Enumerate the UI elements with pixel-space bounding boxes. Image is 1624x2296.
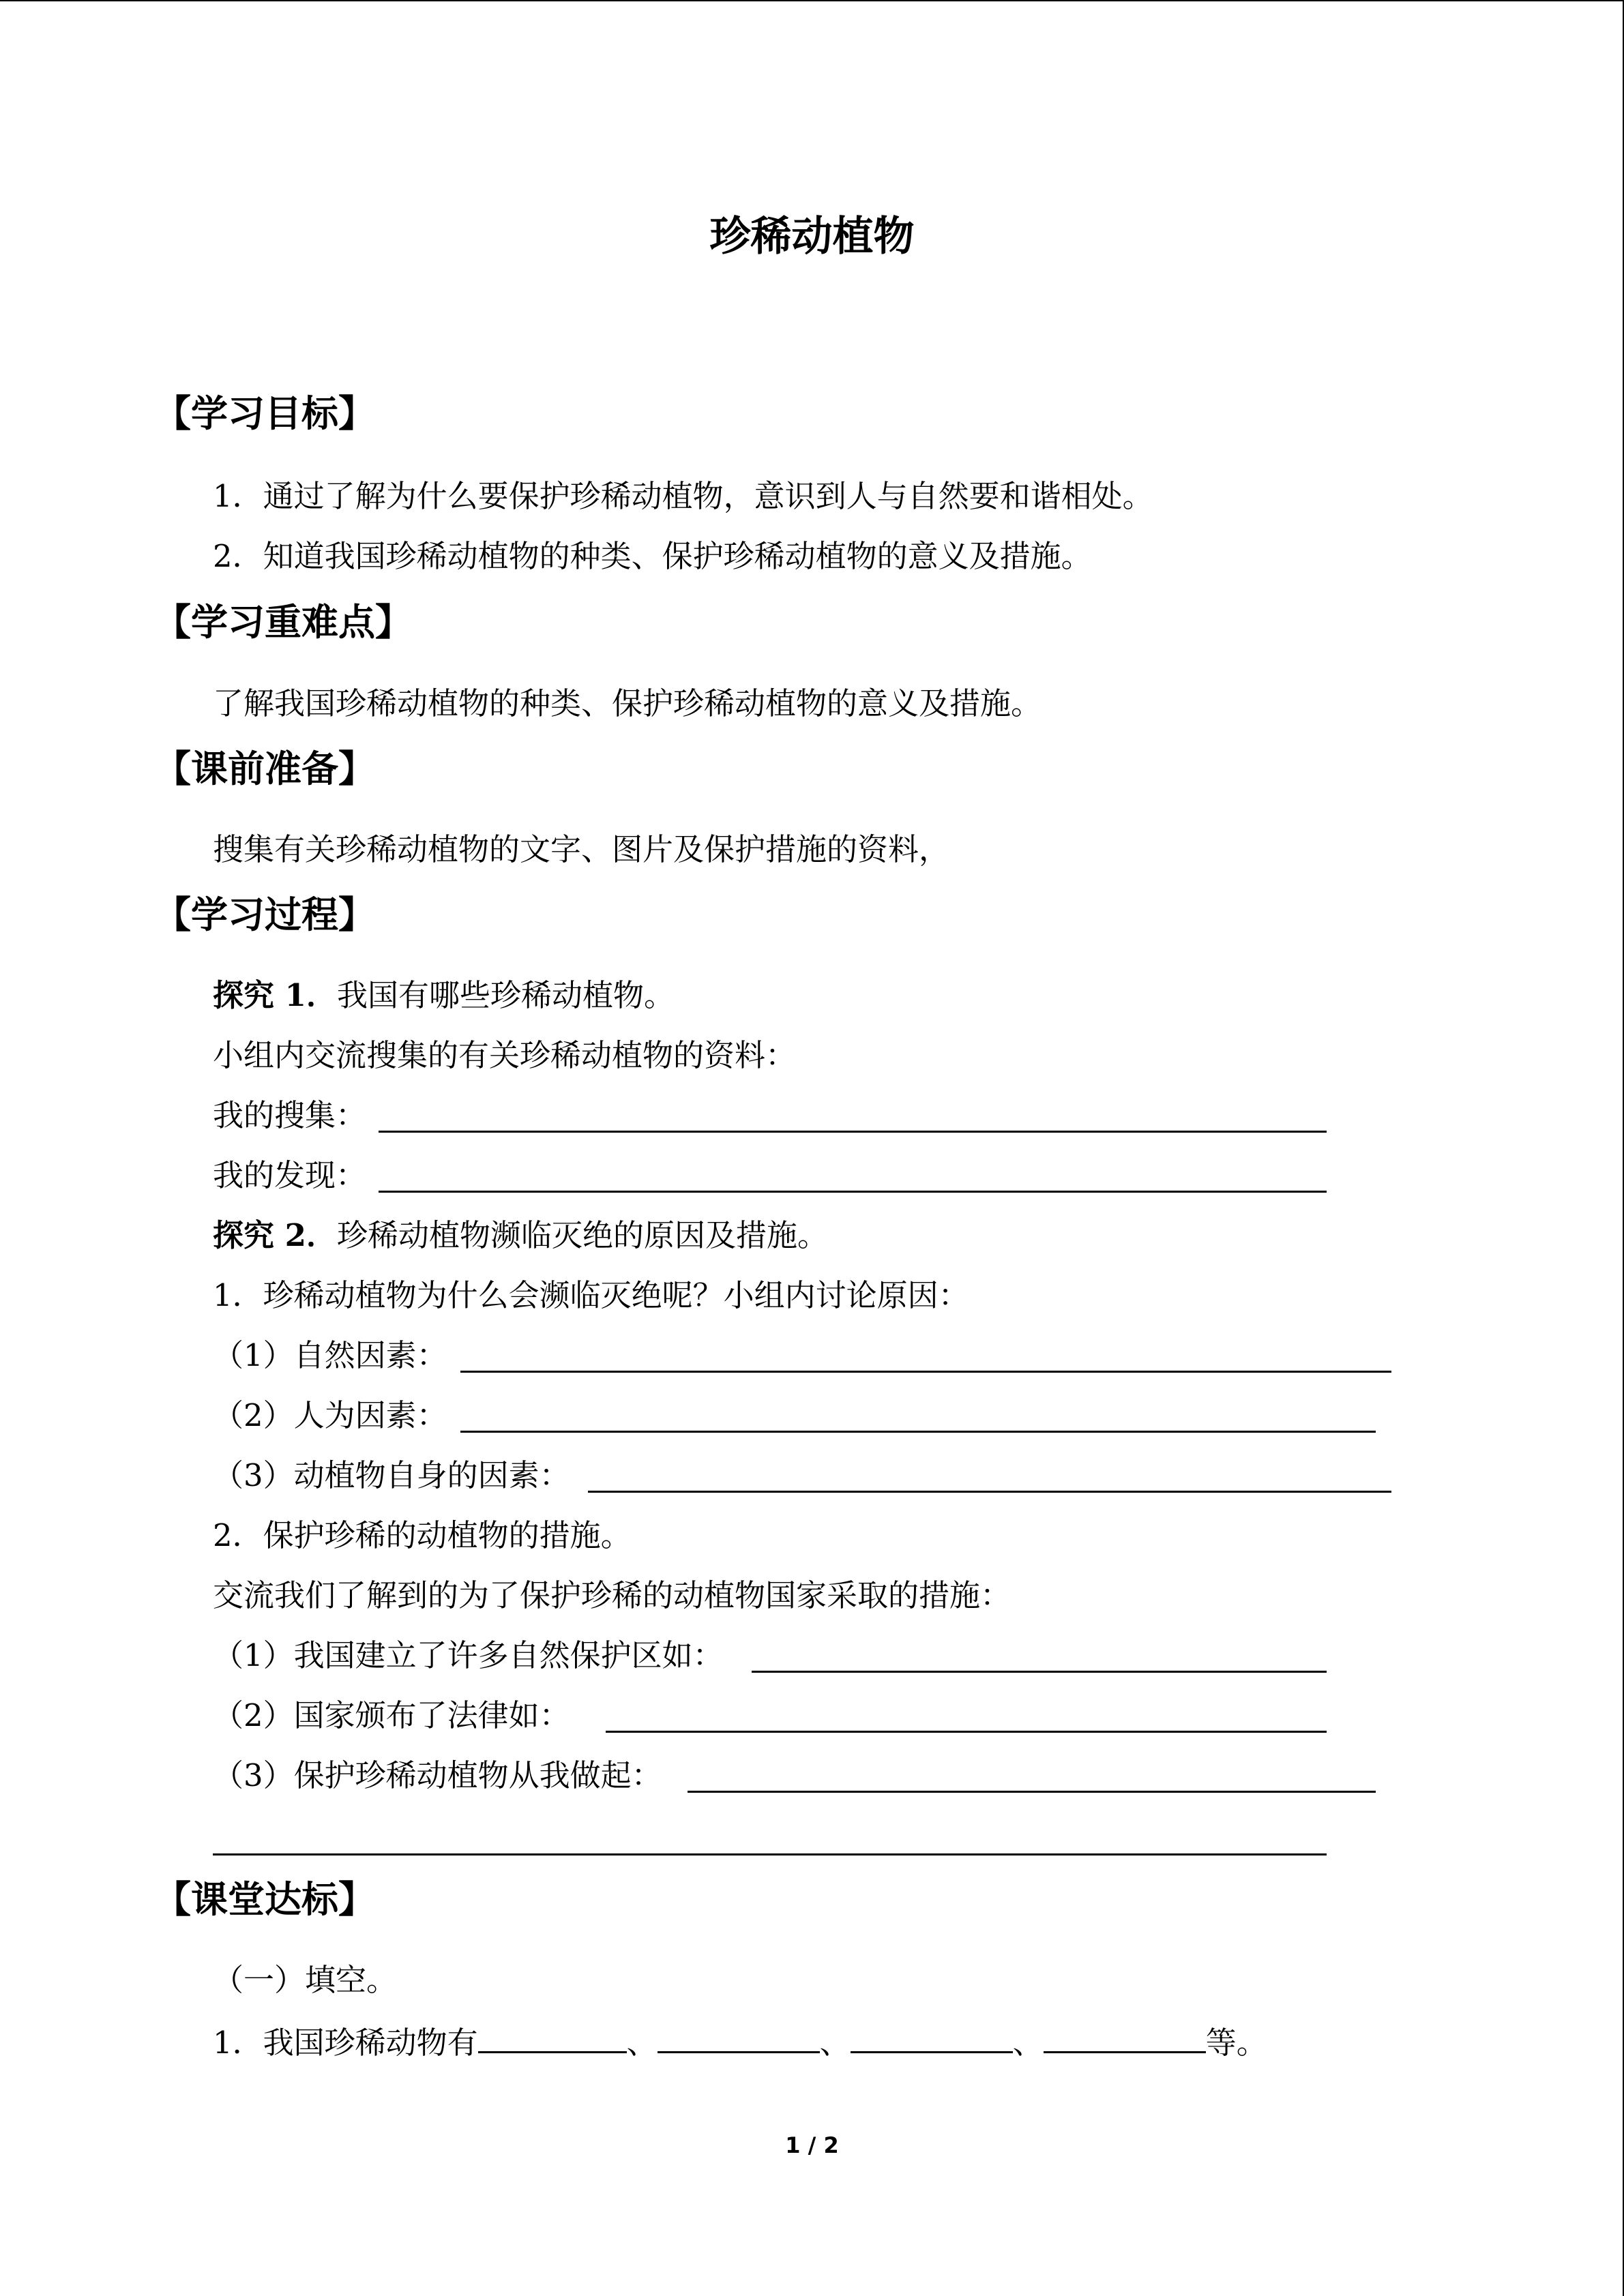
fill-blank-3[interactable] [851, 2020, 1013, 2053]
natural-factor-label: （1）自然因素： [213, 1337, 447, 1373]
page-number: 1 / 2 [785, 2132, 839, 2158]
fill-blank-4[interactable] [1044, 2020, 1206, 2053]
human-factor-blank[interactable] [460, 1431, 1376, 1433]
group-exchange-text: 小组内交流搜集的有关珍稀动植物的资料： [213, 1037, 797, 1073]
page-title: 珍稀动植物 [709, 213, 915, 260]
explore-2-label: 探究 2． [213, 1217, 337, 1253]
start-with-me-blank-2[interactable] [213, 1853, 1327, 1855]
preparation-text: 搜集有关珍稀动植物的文字、图片及保护措施的资料， [213, 831, 950, 867]
measures-intro: 交流我们了解到的为了保护珍稀的动植物国家采取的措施： [213, 1577, 1012, 1613]
reserves-label: （1）我国建立了许多自然保护区如： [213, 1637, 724, 1673]
self-factor-label: （3）动植物自身的因素： [213, 1457, 570, 1493]
question-1: 1．珍稀动植物为什么会濒临灭绝呢？小组内讨论原因： [213, 1277, 969, 1313]
fill-blank-1[interactable] [478, 2020, 627, 2053]
heading-key-points: 【学习重难点】 [154, 601, 412, 644]
heading-process: 【学习过程】 [154, 893, 375, 936]
human-factor-label: （2）人为因素： [213, 1397, 447, 1433]
my-collection-blank[interactable] [379, 1131, 1327, 1133]
explore-2 [213, 1215, 828, 1256]
laws-blank[interactable] [606, 1731, 1327, 1733]
heading-objectives: 【学习目标】 [154, 392, 375, 435]
natural-factor-blank[interactable] [460, 1371, 1391, 1373]
heading-preparation: 【课前准备】 [154, 747, 375, 790]
fill-in-title: （一）填空。 [213, 1962, 398, 1998]
fill-question-1 [213, 2020, 1267, 2063]
self-factor-blank[interactable] [588, 1491, 1391, 1493]
explore-1 [213, 975, 675, 1016]
my-collection-label: 我的搜集： [213, 1097, 367, 1133]
my-discovery-label: 我的发现： [213, 1157, 367, 1193]
objective-item-1: 1．通过了解为什么要保护珍稀动植物，意识到人与自然要和谐相处。 [213, 478, 1153, 514]
question-2: 2．保护珍稀的动植物的措施。 [213, 1517, 632, 1553]
reserves-blank[interactable] [752, 1671, 1327, 1673]
fill-question-1-suffix: 等。 [1205, 2025, 1267, 2061]
my-discovery-blank[interactable] [379, 1191, 1327, 1193]
key-points-text: 了解我国珍稀动植物的种类、保护珍稀动植物的意义及措施。 [213, 685, 1042, 721]
start-with-me-label: （3）保护珍稀动植物从我做起： [213, 1757, 662, 1793]
start-with-me-blank[interactable] [688, 1791, 1376, 1793]
explore-2-text: 珍稀动植物濒临灭绝的原因及措施。 [336, 1217, 828, 1253]
explore-1-text: 我国有哪些珍稀动植物。 [336, 977, 675, 1013]
heading-class-goal: 【课堂达标】 [154, 1878, 375, 1921]
fill-question-1-prefix: 1．我国珍稀动物有 [213, 2025, 478, 2061]
laws-label: （2）国家颁布了法律如： [213, 1697, 570, 1733]
separator-1: 、 [626, 2025, 658, 2061]
fill-blank-2[interactable] [658, 2020, 820, 2053]
objective-item-2: 2．知道我国珍稀动植物的种类、保护珍稀动植物的意义及措施。 [213, 538, 1092, 574]
explore-1-label: 探究 1． [213, 977, 337, 1013]
separator-3: 、 [1012, 2025, 1044, 2061]
separator-2: 、 [819, 2025, 851, 2061]
